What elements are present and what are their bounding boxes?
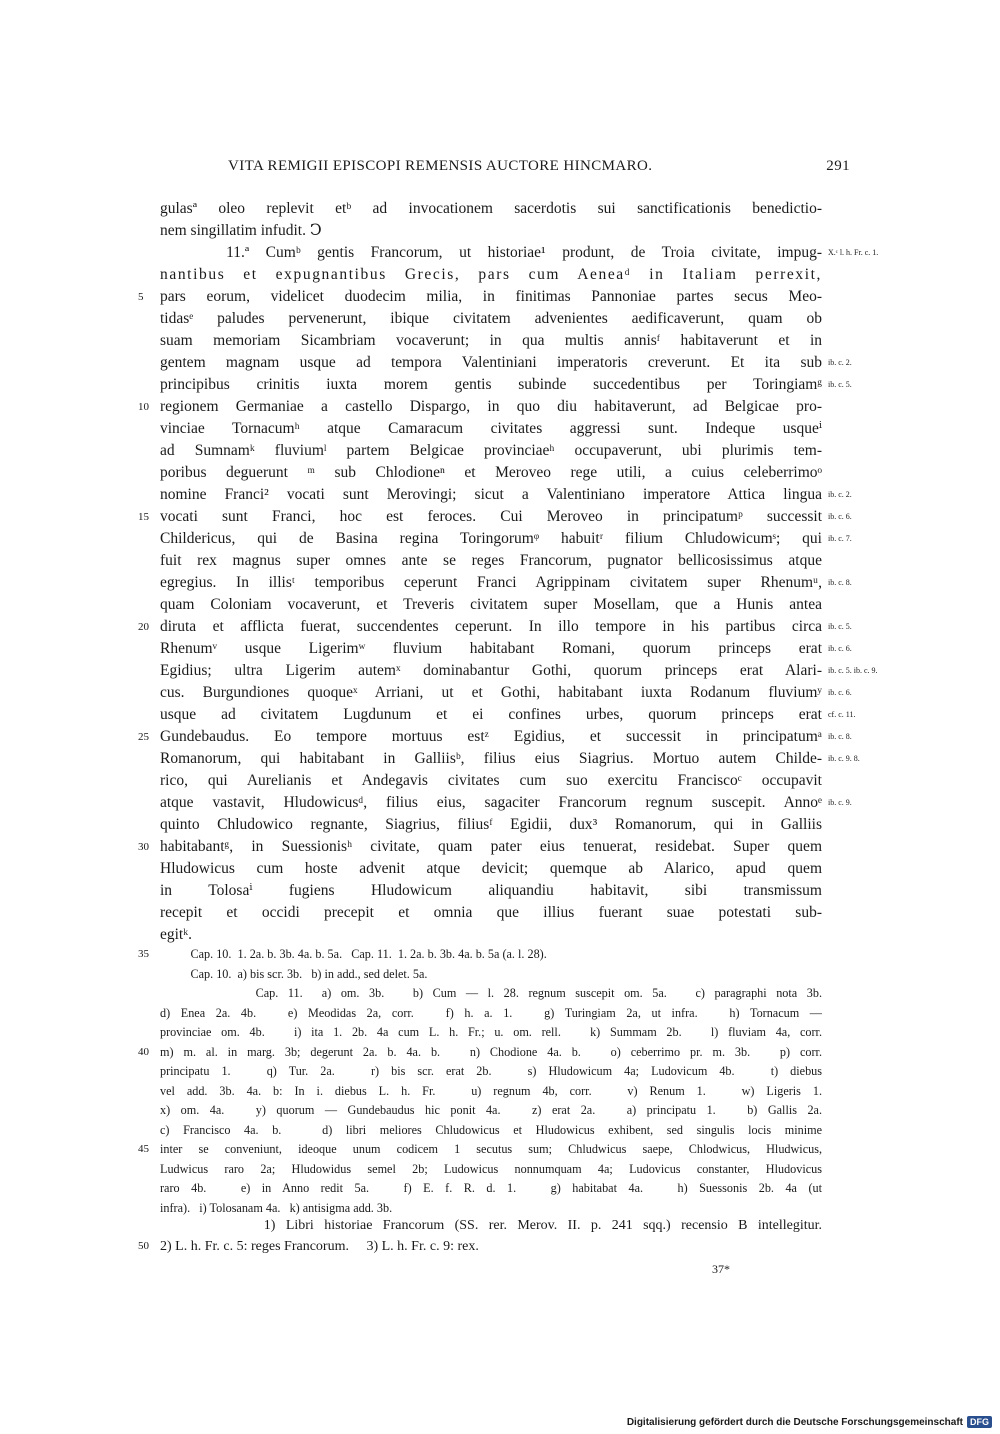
text-line xyxy=(138,616,852,638)
note-line xyxy=(160,1215,822,1236)
line-text: atque vastavit, Hludowicusᵈ, filius eius, sagaciter Francorum regnum suscepit. Annoᵉ xyxy=(160,794,822,811)
text-line xyxy=(160,638,852,660)
line-text: rico, qui Aurelianis et Andegavis civitates cum suo exercitu Franciscoᶜ occupavit xyxy=(160,772,822,789)
dfg-footer xyxy=(627,1416,992,1428)
line-text: egregius. In illisᵗ temporibus ceperunt Franci Agrippinam civitatem super Rhenumᵘ, xyxy=(160,574,822,591)
apparatus-line xyxy=(160,965,822,985)
marginal-reference: ib. c. 6. xyxy=(828,644,852,653)
apparatus-line xyxy=(160,1179,822,1199)
line-number: 25 xyxy=(138,731,149,743)
text-line xyxy=(160,660,878,682)
line-text: Cap. 11. a) om. 3b. b) Cum — l. 28. regnum suscepit om. 5a. c) paragraphi nota 3b. xyxy=(160,986,822,1000)
text-line xyxy=(138,396,822,418)
main-text xyxy=(138,198,879,946)
line-text: 11.ª Cumᵇ gentis Francorum, ut historiae¹ produnt, de Troia civitate, impug- xyxy=(160,244,822,261)
line-text: fuit rex magnus super omnes ante se reges Francorum, pugnator bellicosissimus atque xyxy=(160,552,822,569)
text-line xyxy=(160,594,822,616)
line-number: 30 xyxy=(138,841,149,853)
line-text: 1) Libri historiae Francorum (SS. rer. Merov. II. p. 241 sqq.) recensio B intellegitur. xyxy=(160,1218,822,1233)
text-line xyxy=(160,704,856,726)
text-line xyxy=(138,506,852,528)
text-line xyxy=(160,572,852,594)
line-number: 15 xyxy=(138,511,149,523)
line-number: 45 xyxy=(138,1143,149,1155)
line-text: egitᵏ. xyxy=(160,926,193,943)
marginal-reference: ib. c. 6. xyxy=(828,512,852,521)
text-line xyxy=(138,726,852,748)
marginal-reference: ib. c. 2. xyxy=(828,358,852,367)
line-text: pars eorum, videlicet duodecim milia, in finitimas Pannoniae partes secus Meo- xyxy=(160,288,822,305)
line-text: Gundebaudus. Eo tempore mortuus estᶻ Egidius, et successit in principatumᵃ xyxy=(160,728,822,745)
marginal-reference: ib. c. 2. xyxy=(828,490,852,499)
source-notes xyxy=(138,1215,822,1257)
line-text: Cap. 10. 1. 2a. b. 3b. 4a. b. 5a. Cap. 11. 1. 2a. b. 3b. 4a. b. 5a (a. l. 28). xyxy=(160,947,547,961)
apparatus-line xyxy=(160,1062,822,1082)
line-text: vinciae Tornacumʰ atque Camaracum civitates aggressi sunt. Indeque usqueⁱ xyxy=(160,420,822,437)
text-line xyxy=(160,374,852,396)
text-line xyxy=(160,198,822,220)
marginal-reference: ib. c. 5. ib. c. 9. xyxy=(828,666,878,675)
line-text: Childericus, qui de Basina regina Toringorumᵠ habuitʳ filium Chludowicumˢ; qui xyxy=(160,530,822,547)
marginal-reference: ib. c. 5. xyxy=(828,380,852,389)
line-number: 40 xyxy=(138,1045,149,1058)
text-line xyxy=(160,682,852,704)
text-line xyxy=(160,902,822,924)
line-text: nomine Franci² vocati sunt Merovingi; sicut a Valentiniano imperatore Attica lingua xyxy=(160,486,822,503)
marginal-reference: ib. c. 6. xyxy=(828,688,852,697)
text-line xyxy=(160,264,822,286)
line-text: Hludowicus cum hoste advenit atque devicit; quemque ab Alarico, apud quem xyxy=(160,860,822,877)
line-text: principatu 1. q) Tur. 2a. r) bis scr. erat 2b. s) Hludowicum 4a; Ludovicum 4b. t) diebus xyxy=(160,1064,822,1078)
line-text: c) Francisco 4a. b. d) libri meliores Chludowicus et Hludowicus exhibent, sed singulis locis minime xyxy=(160,1122,822,1137)
line-number: 10 xyxy=(138,401,149,413)
dfg-logo-icon: DFG xyxy=(967,1416,992,1428)
line-text: ad Sumnamᵏ fluviumˡ partem Belgicae provinciaeʰ occupaverunt, ubi plurimis tem- xyxy=(160,442,822,459)
line-text: infra). i) Tolosanam 4a. k) antisigma add. 3b. xyxy=(160,1200,393,1215)
line-text: nantibus et expugnantibus Grecis, pars cum Aeneaᵈ in Italiam perrexit, xyxy=(160,266,822,283)
text-line xyxy=(160,484,852,506)
apparatus-line xyxy=(138,1043,822,1063)
line-text: usque ad civitatem Lugdunum et ei confines urbes, quorum princeps erat xyxy=(160,706,822,723)
line-text: gentem magnam usque ad tempora Valentiniani imperatoris creverunt. Et ita sub xyxy=(160,354,822,371)
running-header xyxy=(228,158,850,175)
line-text: Rhenumᵛ usque Ligerimʷ fluvium habitabant Romani, quorum princeps erat xyxy=(160,640,822,657)
marginal-reference: X.ᶜ l. h. Fr. c. 1. xyxy=(828,248,879,257)
text-line xyxy=(160,308,822,330)
text-line xyxy=(160,792,852,814)
text-line xyxy=(160,858,822,880)
text-line xyxy=(160,814,822,836)
line-number: 5 xyxy=(138,291,144,303)
line-text: gulasª oleo replevit etᵇ ad invocationem sacerdotis sui sanctificationis benedictio- xyxy=(160,200,822,217)
marginal-reference: cf. c. 11. xyxy=(828,710,856,719)
signature-mark: 37* xyxy=(712,1262,730,1276)
line-text: regionem Germaniae a castello Dispargo, in quo diu habitaverunt, ad Belgicae pro- xyxy=(160,398,822,415)
line-text: Cap. 10. a) bis scr. 3b. b) in add., sed delet. 5a. xyxy=(160,966,428,981)
text-line xyxy=(160,242,879,264)
line-number: 20 xyxy=(138,621,149,633)
note-line xyxy=(138,1236,822,1257)
marginal-reference: ib. c. 7. xyxy=(828,534,852,543)
marginal-reference: ib. c. 5. xyxy=(828,622,852,631)
text-line xyxy=(160,748,860,770)
text-line xyxy=(160,924,822,946)
apparatus-line xyxy=(160,984,822,1004)
marginal-reference: ib. c. 9. xyxy=(828,798,852,807)
apparatus-line xyxy=(160,1160,822,1180)
text-line xyxy=(160,418,822,440)
text-line xyxy=(138,836,822,858)
line-text: raro 4b. e) in Anno redit 5a. f) E. f. R. d. 1. g) habitabat 4a. h) Suessonis 2b. 4a (ut xyxy=(160,1181,822,1195)
apparatus-line xyxy=(160,1101,822,1121)
line-text: suam memoriam Sicambriam vocaverunt; in qua multis annisᶠ habitaverunt et in xyxy=(160,332,822,349)
header-title: VITA REMIGII EPISCOPI REMENSIS AUCTORE HINCMARO. xyxy=(228,158,653,174)
line-text: in Tolosaⁱ fugiens Hludowicum aliquandiu habitavit, sibi transmissum xyxy=(160,882,822,899)
line-text: Ludwicus raro 2a; Hludowidus semel 2b; Ludowicus nonnumquam 4a; Ludovicus constanter, Hludovicus xyxy=(160,1161,822,1176)
line-text: 2) L. h. Fr. c. 5: reges Francorum. 3) L. h. Fr. c. 9: rex. xyxy=(160,1239,479,1254)
line-text: diruta et afflicta fuerat, succendentes ceperunt. In illo tempore in his partibus circa xyxy=(160,618,822,635)
page-number: 291 xyxy=(826,158,850,174)
footer-text: Digitalisierung gefördert durch die Deutsche Forschungsgemeinschaft xyxy=(626,1416,963,1428)
line-number: 35 xyxy=(138,948,149,960)
text-line xyxy=(160,528,852,550)
line-text: nem singillatim infudit. Ↄ xyxy=(160,222,322,239)
line-number: 50 xyxy=(138,1240,149,1252)
line-text: quinto Chludowico regnante, Siagrius, filiusᶠ Egidii, dux³ Romanorum, qui in Galliis xyxy=(160,816,822,833)
text-line xyxy=(160,330,822,352)
line-text: Egidius; ultra Ligerim autemˣ dominabantur Gothi, quorum princeps erat Alari- xyxy=(160,662,822,679)
text-line xyxy=(160,550,822,572)
line-text: Romanorum, qui habitabant in Galliisᵇ, filius eius Siagrius. Mortuo autem Childe- xyxy=(160,750,822,767)
line-text: recepit et occidi precepit et omnia que illius fuerant suae potestati sub- xyxy=(160,904,822,921)
line-text: x) om. 4a. y) quorum — Gundebaudus hic ponit 4a. z) erat 2a. a) principatu 1. b) Gallis 2a. xyxy=(160,1103,822,1117)
text-line xyxy=(160,770,822,792)
line-text: m) m. al. in marg. 3b; degerunt 2a. b. 4a. b. n) Chodione 4a. b. o) ceberrimo pr. m. 3b. p) corr. xyxy=(160,1044,822,1059)
marginal-reference: ib. c. 8. xyxy=(828,578,852,587)
line-text: inter se conveniunt, ideoque unum codicem 1 secutus sum; Chludwicus saepe, Chlodwicus, Hludwicus, xyxy=(160,1142,822,1156)
marginal-reference: ib. c. 8. xyxy=(828,732,852,741)
text-line xyxy=(160,440,822,462)
marginal-reference: ib. c. 9. 8. xyxy=(828,754,860,763)
text-line xyxy=(160,220,822,242)
apparatus-line xyxy=(160,1082,822,1102)
line-text: vel add. 3b. 4a. b: In i. diebus L. h. Fr. u) regnum 4b, corr. v) Renum 1. w) Ligeris 1. xyxy=(160,1083,822,1098)
line-text: habitabantᵍ, in Suessionisʰ civitate, quam pater eius tenuerat, residebat. Super quem xyxy=(160,838,822,855)
text-line xyxy=(138,286,822,308)
text-line xyxy=(160,352,852,374)
apparatus-line xyxy=(138,945,822,965)
line-text: principibus crinitis iuxta morem gentis subinde succedentibus per Toringiamᵍ xyxy=(160,376,822,393)
critical-apparatus xyxy=(138,945,822,1218)
line-text: provinciae om. 4b. i) ita 1. 2b. 4a cum L. h. Fr.; u. om. rell. k) Summam 2b. l) fluviam 4a, corr. xyxy=(160,1025,822,1039)
apparatus-line xyxy=(160,1004,822,1024)
line-text: d) Enea 2a. 4b. e) Meodidas 2a, corr. f) h. a. 1. g) Turingiam 2a, ut infra. h) Tornacum — xyxy=(160,1005,822,1020)
line-text: poribus deguerunt ᵐ sub Chlodioneⁿ et Meroveo rege utili, a cuius celeberrimoᵒ xyxy=(160,464,822,481)
line-text: cus. Burgundiones quoqueˣ Arriani, ut et Gothi, habitabant iuxta Rodanum fluviumʸ xyxy=(160,684,822,701)
apparatus-line xyxy=(160,1121,822,1141)
line-text: quam Coloniam vocaverunt, et Treveris civitatem super Mosellam, que a Hunis antea xyxy=(160,596,822,613)
apparatus-line xyxy=(138,1140,822,1160)
line-text: vocati sunt Franci, hoc est feroces. Cui Meroveo in principatumᵖ successit xyxy=(160,508,822,525)
text-line xyxy=(160,880,822,902)
text-line xyxy=(160,462,822,484)
line-text: tidasᵉ paludes pervenerunt, ibique civitatem advenientes aedificaverunt, quam ob xyxy=(160,310,822,327)
apparatus-line xyxy=(160,1023,822,1043)
